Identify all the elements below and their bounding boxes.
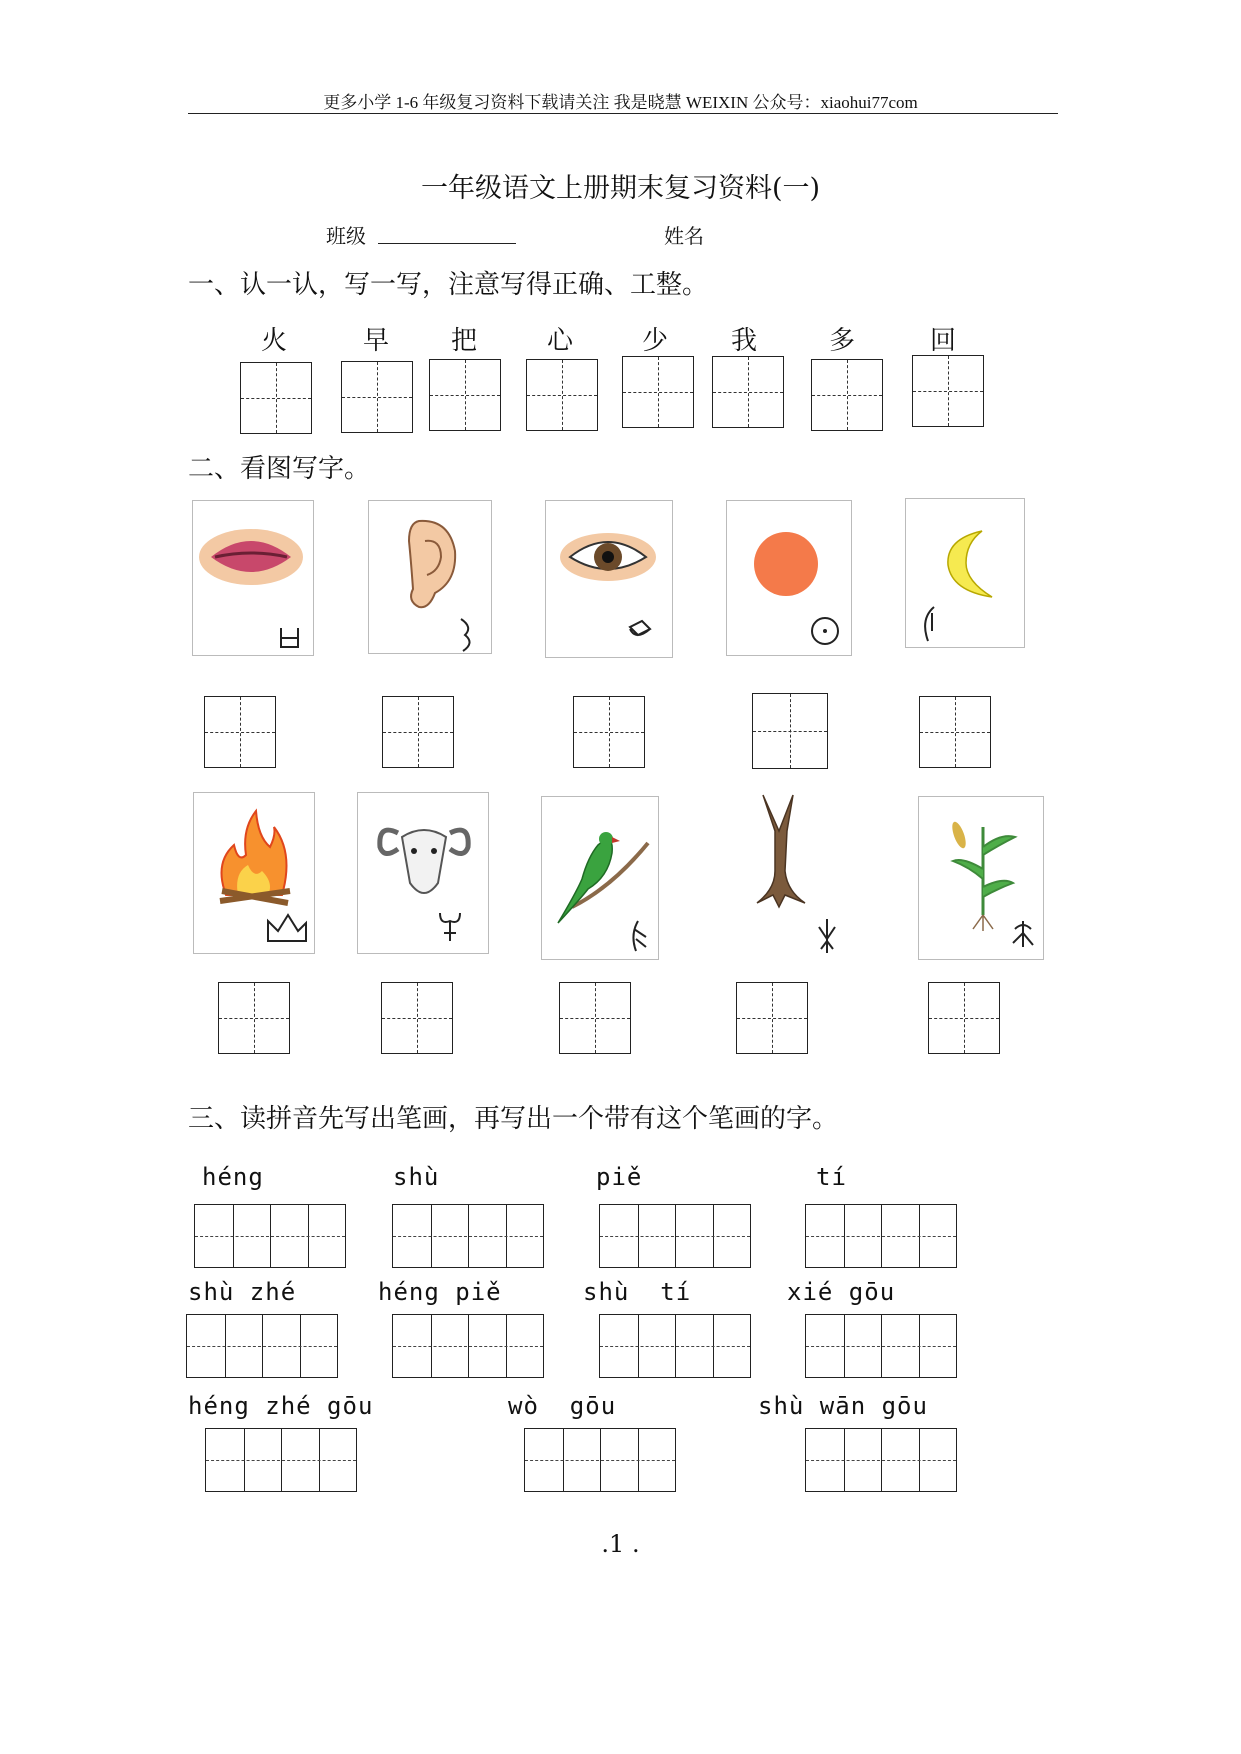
writing-box[interactable] xyxy=(218,982,290,1054)
writing-box[interactable] xyxy=(341,361,413,433)
writing-box[interactable] xyxy=(573,696,645,768)
fire-picture xyxy=(193,792,315,954)
moon-icon xyxy=(906,499,1026,649)
pinyin-label: héng piě xyxy=(378,1278,502,1306)
grain-icon xyxy=(919,797,1045,961)
page-header: 更多小学 1-6 年级复习资料下载请关注 我是晓慧 WEIXIN 公众号：xiaohui77com xyxy=(323,93,918,112)
section1-heading: 一、认一认，写一写，注意写得正确、工整。 xyxy=(188,270,709,300)
char-2: 早 xyxy=(362,326,389,356)
page-number: .1 . xyxy=(601,1530,640,1558)
eye-picture xyxy=(545,500,673,658)
writing-box[interactable] xyxy=(622,356,694,428)
stroke-grid[interactable] xyxy=(392,1314,544,1378)
pinyin-label: shù xyxy=(393,1163,440,1191)
writing-box[interactable] xyxy=(912,355,984,427)
stroke-grid[interactable] xyxy=(392,1204,544,1268)
writing-box[interactable] xyxy=(559,982,631,1054)
writing-box[interactable] xyxy=(712,356,784,428)
stroke-grid[interactable] xyxy=(599,1314,751,1378)
writing-box[interactable] xyxy=(204,696,276,768)
char-1: 火 xyxy=(260,326,287,356)
writing-box[interactable] xyxy=(240,362,312,434)
stroke-grid[interactable] xyxy=(186,1314,338,1378)
page-title: 一年级语文上册期末复习资料(一) xyxy=(420,173,821,204)
class-label: 班级 xyxy=(326,224,366,248)
mouth-picture xyxy=(192,500,314,656)
ear-icon xyxy=(369,501,493,655)
char-5: 少 xyxy=(641,326,668,356)
pinyin-label: piě xyxy=(596,1163,643,1191)
fire-icon xyxy=(194,793,316,955)
section2-heading: 二、看图写字。 xyxy=(188,454,371,484)
pinyin-label: héng xyxy=(202,1163,264,1191)
grain-picture xyxy=(918,796,1044,960)
char-7: 多 xyxy=(828,326,855,356)
stroke-grid[interactable] xyxy=(599,1204,751,1268)
stroke-grid[interactable] xyxy=(805,1428,957,1492)
tree-picture xyxy=(722,790,850,960)
mouth-icon xyxy=(193,501,315,657)
writing-box[interactable] xyxy=(752,693,828,769)
char-8: 回 xyxy=(929,326,956,356)
moon-picture xyxy=(905,498,1025,648)
sun-picture xyxy=(726,500,852,656)
pinyin-label: wò gōu xyxy=(508,1392,617,1420)
stroke-grid[interactable] xyxy=(194,1204,346,1268)
stroke-grid[interactable] xyxy=(524,1428,676,1492)
writing-box[interactable] xyxy=(526,359,598,431)
writing-box[interactable] xyxy=(382,696,454,768)
char-6: 我 xyxy=(730,326,757,356)
bird-picture xyxy=(541,796,659,960)
pinyin-label: xié gōu xyxy=(787,1278,896,1306)
stroke-grid[interactable] xyxy=(805,1314,957,1378)
sheep-icon xyxy=(358,793,490,955)
sun-icon xyxy=(727,501,853,657)
stroke-grid[interactable] xyxy=(805,1204,957,1268)
name-label: 姓名 xyxy=(664,224,704,248)
pinyin-label: shù tí xyxy=(583,1278,692,1306)
writing-box[interactable] xyxy=(928,982,1000,1054)
class-blank[interactable] xyxy=(378,243,516,244)
writing-box[interactable] xyxy=(381,982,453,1054)
eye-icon xyxy=(546,501,674,659)
bird-icon xyxy=(542,797,660,961)
header-rule xyxy=(188,113,1058,114)
pinyin-label: héng zhé gōu xyxy=(188,1392,374,1420)
writing-box[interactable] xyxy=(736,982,808,1054)
pinyin-label: shù zhé xyxy=(188,1278,297,1306)
pinyin-label: shù wān gōu xyxy=(758,1392,928,1420)
char-4: 心 xyxy=(546,326,573,356)
char-3: 把 xyxy=(450,326,477,356)
pinyin-label: tí xyxy=(816,1163,847,1191)
ear-picture xyxy=(368,500,492,654)
sheep-picture xyxy=(357,792,489,954)
writing-box[interactable] xyxy=(919,696,991,768)
writing-box[interactable] xyxy=(811,359,883,431)
tree-icon xyxy=(723,791,851,961)
writing-box[interactable] xyxy=(429,359,501,431)
stroke-grid[interactable] xyxy=(205,1428,357,1492)
section3-heading: 三、读拼音先写出笔画，再写出一个带有这个笔画的字。 xyxy=(188,1104,839,1134)
